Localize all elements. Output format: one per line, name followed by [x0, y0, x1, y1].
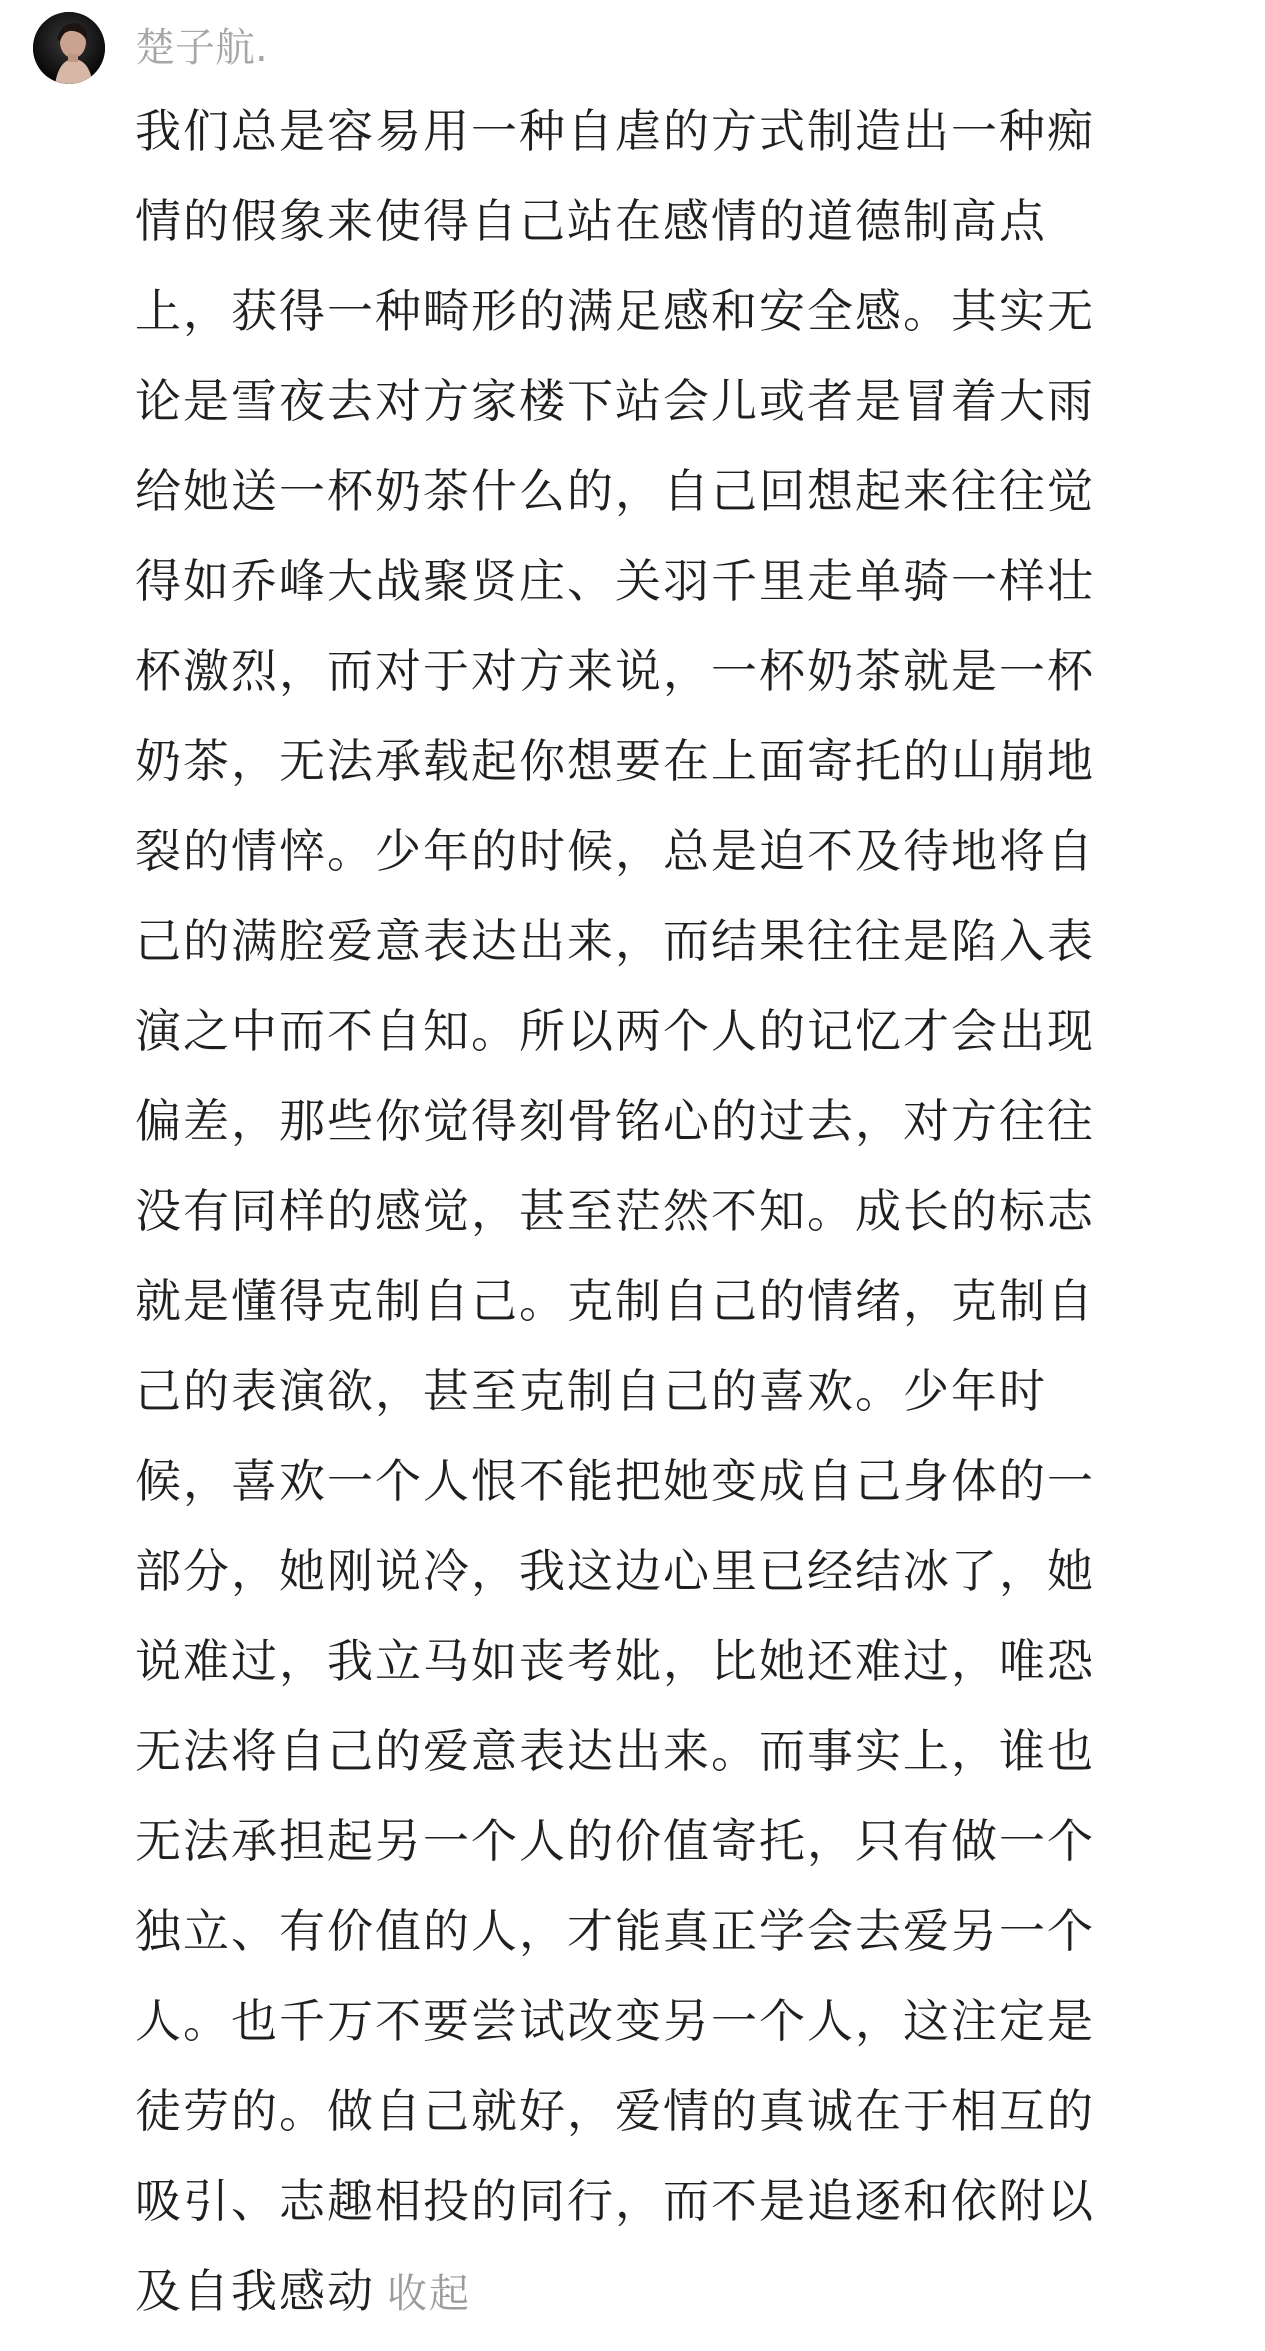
comment-line: 我们总是容易用一种自虐的方式制造出一种痴: [135, 104, 1095, 158]
comment-line: 裂的情悴。少年的时候，总是迫不及待地将自: [135, 824, 1095, 878]
comment-line: 给她送一杯奶茶什么的，自己回想起来往往觉: [135, 464, 1095, 518]
comment-line: 上，获得一种畸形的满足感和安全感。其实无: [135, 284, 1095, 338]
comment-line: 没有同样的感觉，甚至茫然不知。成长的标志: [135, 1184, 1095, 1238]
comment-line: 部分，她刚说冷，我这边心里已经结冰了，她: [135, 1544, 1095, 1598]
comment-line: 人。也千万不要尝试改变另一个人，这注定是: [135, 1994, 1095, 2048]
comment-line: 演之中而不自知。所以两个人的记忆才会出现: [135, 1004, 1095, 1058]
comment-line: 就是懂得克制自己。克制自己的情绪，克制自: [135, 1274, 1095, 1328]
comment-line: 己的表演欲，甚至克制自己的喜欢。少年时: [135, 1364, 1047, 1418]
comment-line: 己的满腔爱意表达出来，而结果往往是陷入表: [135, 914, 1095, 968]
comment-line: 偏差，那些你觉得刻骨铭心的过去，对方往往: [135, 1094, 1095, 1148]
username[interactable]: 楚子航.: [135, 25, 268, 71]
avatar-portrait-icon: [33, 12, 105, 84]
comment-line: 无法将自己的爱意表达出来。而事实上，谁也: [135, 1724, 1095, 1778]
comment-line: 奶茶，无法承载起你想要在上面寄托的山崩地: [135, 734, 1095, 788]
comment-body: [135, 86, 1175, 2336]
comment-line: 徒劳的。做自己就好，爱情的真诚在于相互的: [135, 2084, 1095, 2138]
comment-line: 论是雪夜去对方家楼下站会儿或者是冒着大雨: [135, 374, 1095, 428]
comment-line: 无法承担起另一个人的价值寄托，只有做一个: [135, 1814, 1095, 1868]
comment-line: 情的假象来使得自己站在感情的道德制高点: [135, 194, 1047, 248]
comment-line: 吸引、志趣相投的同行，而不是追逐和依附以: [135, 2174, 1095, 2228]
comment-line-text: 及自我感动: [135, 2264, 375, 2318]
avatar[interactable]: [33, 12, 105, 84]
comment-last-line: [135, 2246, 1175, 2336]
collapse-button[interactable]: 收起: [387, 2271, 471, 2317]
comment-line: 杯激烈，而对于对方来说，一杯奶茶就是一杯: [135, 644, 1095, 698]
comment-line: 得如乔峰大战聚贤庄、关羽千里走单骑一样壮: [135, 554, 1095, 608]
comment-line: 独立、有价值的人，才能真正学会去爱另一个: [135, 1904, 1095, 1958]
comment-line: 候，喜欢一个人恨不能把她变成自己身体的一: [135, 1454, 1095, 1508]
comment-line: 说难过，我立马如丧考妣，比她还难过，唯恐: [135, 1634, 1095, 1688]
